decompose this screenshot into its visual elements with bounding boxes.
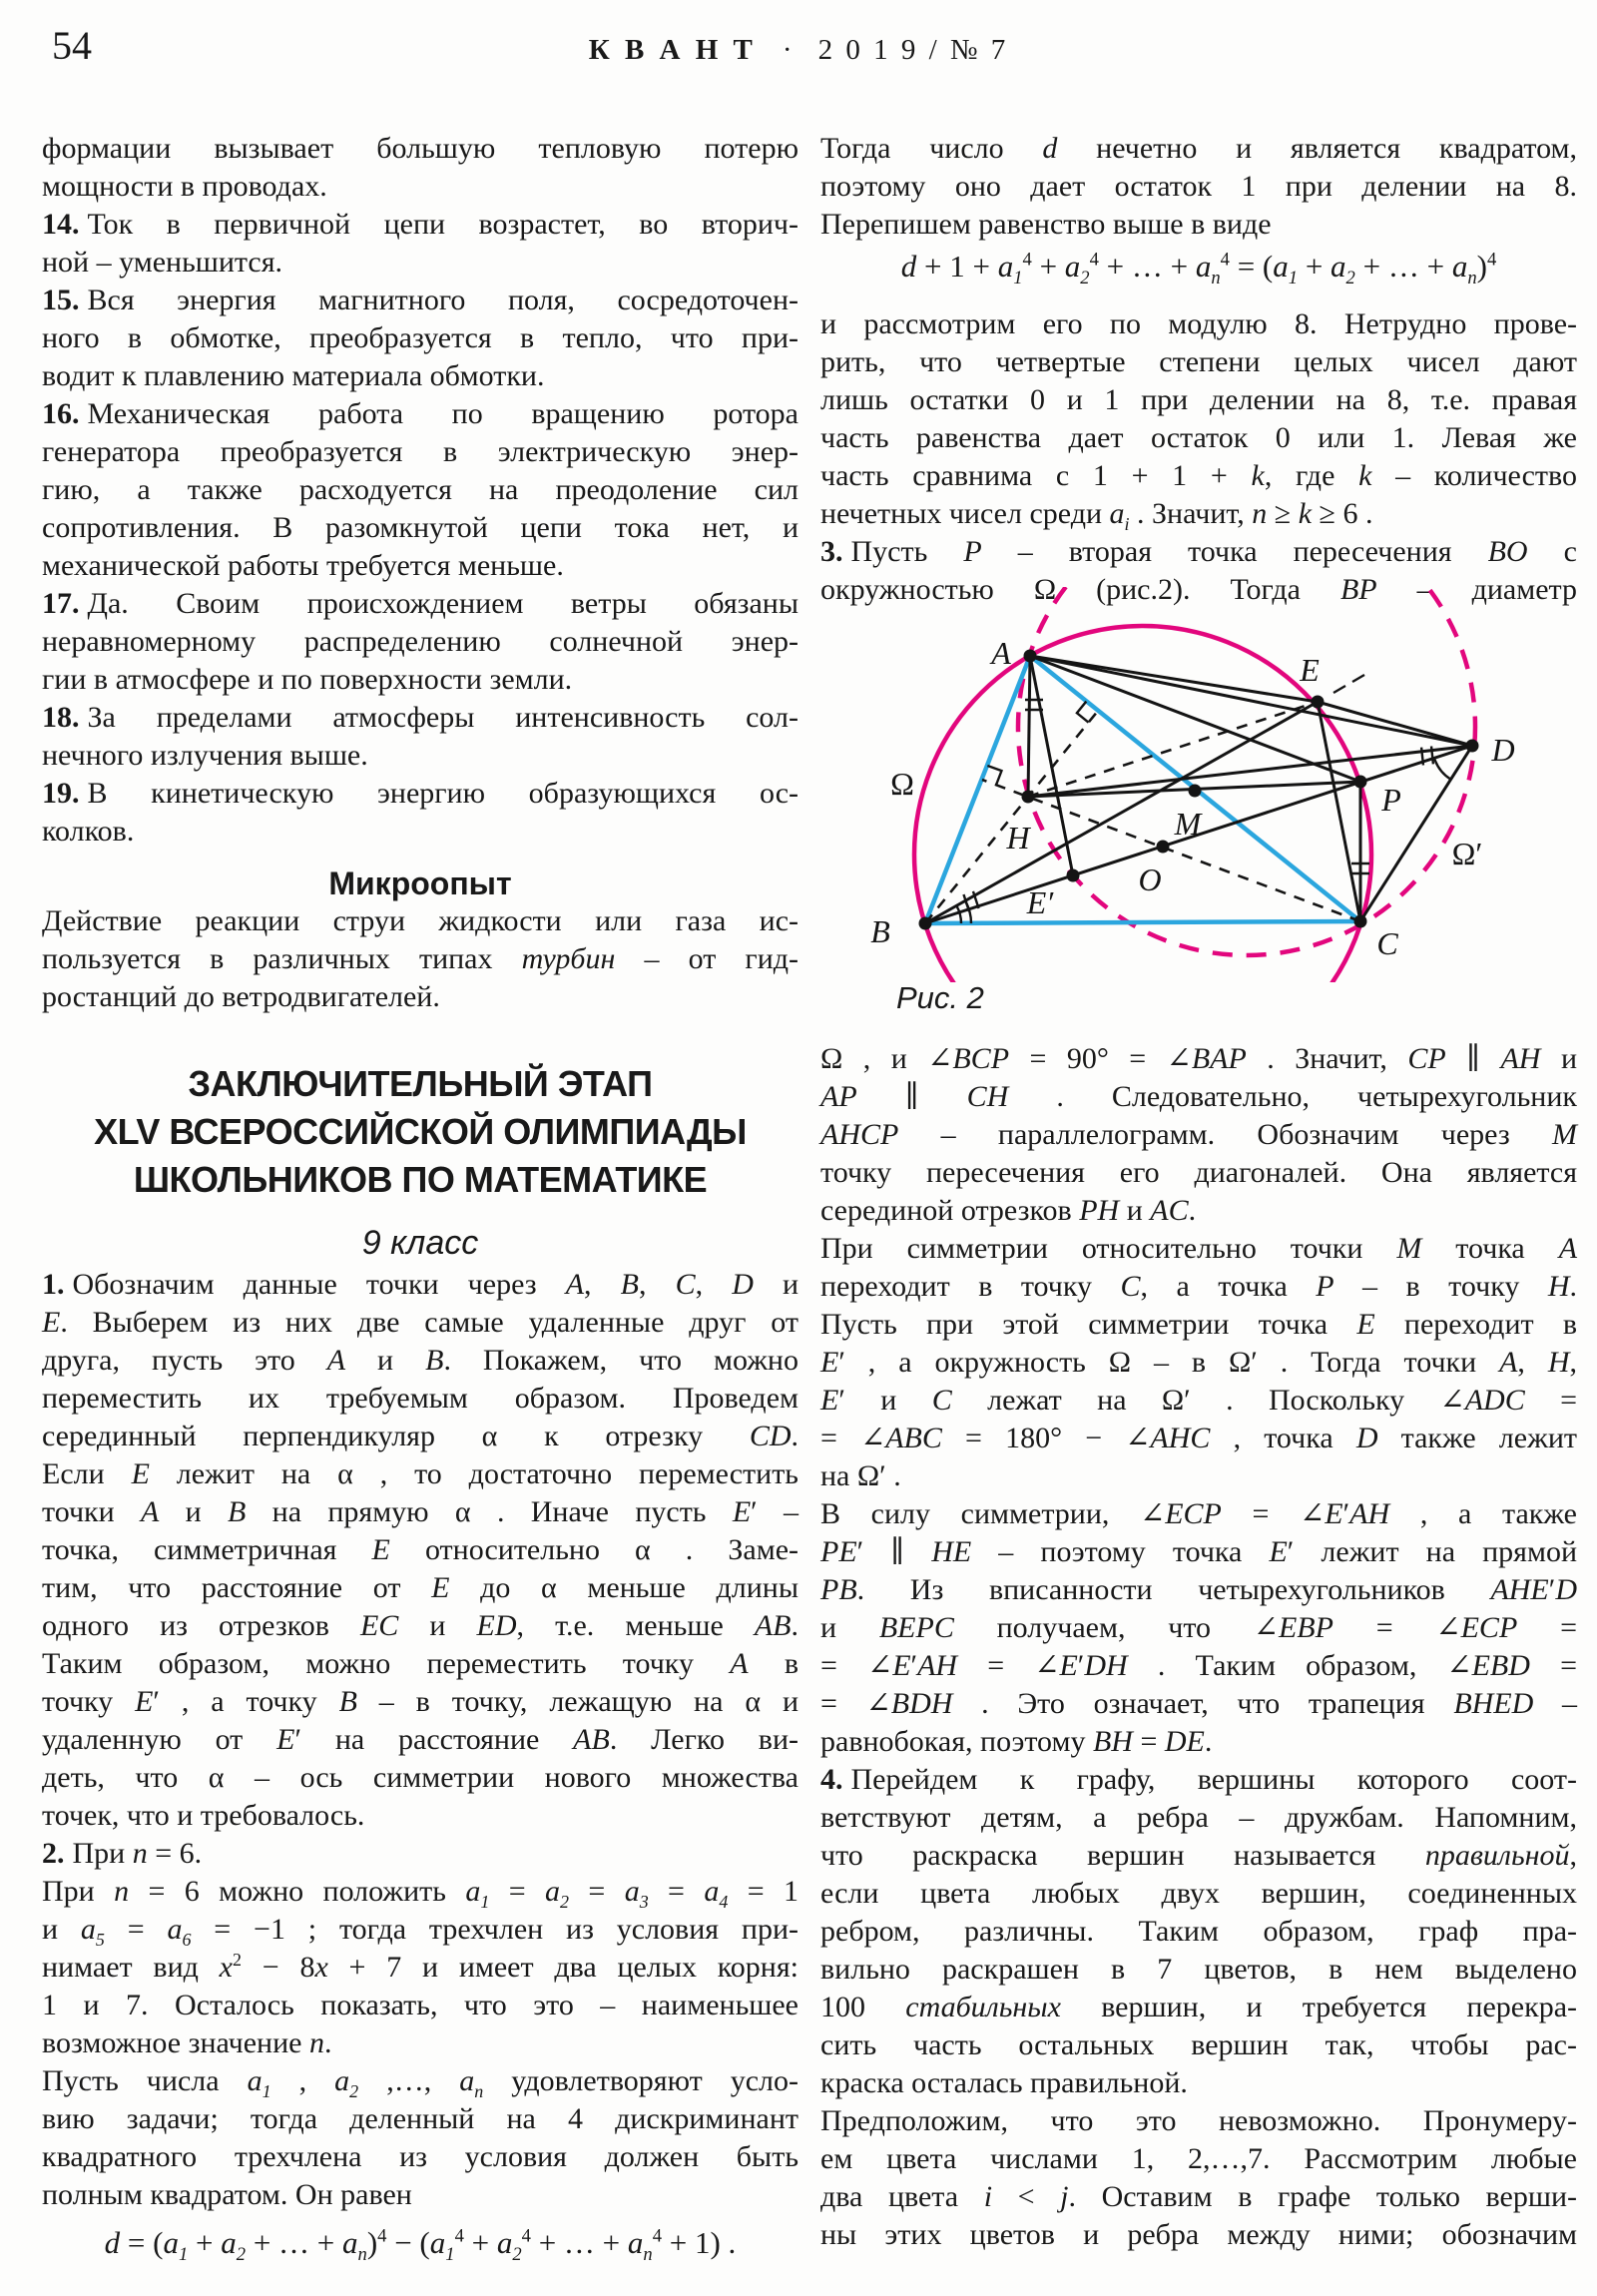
journal-issue: 2 0 1 9 / № 7 [817,34,1009,66]
text-line: AP ∥ CH . Следовательно, четырехугольник [820,1080,1577,1113]
text-line: PB. Из вписанности четырехугольников AHE′D [820,1573,1577,1606]
text-line: E′ , а окружность Ω – в Ω′ . Тогда точки A, H, [820,1346,1578,1379]
text-line: При симметрии относительно точки M точка A [820,1232,1578,1265]
text-line: точку пересечения его диагоналей. Она является [820,1156,1577,1189]
segment-AD [1030,656,1472,746]
text-line: 14. Ток в первичной цепи возрастет, во вторич- [42,208,798,241]
text-line: 2. При n = 6. [42,1837,203,1870]
text-line: сопротивления. В разомкнутой цепи тока нет, и [42,511,798,544]
text-line: точек, что и требовалось. [42,1799,365,1832]
point-A [1024,650,1037,663]
text-line: = ∠BDH . Это означает, что трапеция BHED – [820,1687,1578,1720]
point-label-P: P [1381,782,1401,818]
text-line: AHCP – параллелограмм. Обозначим через M [820,1118,1577,1151]
text-line: 1. Обозначим данные точки через A, B, C, D и [42,1268,799,1301]
left-column [42,130,798,2276]
text-line: ребром, различны. Таким образом, граф пра- [820,1915,1577,1948]
text-line: сить часть остальных вершин так, чтобы рас- [820,2028,1577,2061]
page-number: 54 [52,23,92,68]
text-line: краска осталась правильной. [820,2066,1188,2099]
text-line: 16. Механическая работа по вращению ротора [42,397,798,430]
point-M [1189,785,1202,798]
segment-AE [1030,656,1318,702]
text-line: Действие реакции струи жидкости или газа ис- [42,904,798,937]
point-label-E: E [1300,652,1320,688]
angle-arc [1434,758,1450,780]
text-line: что раскраска вершин называется правильной, [820,1839,1577,1872]
dash-mark [1333,686,1345,693]
text-line: нечного излучения выше. [42,739,368,772]
text-line: 1 и 7. Осталось показать, что это – наименьшее [42,1989,798,2021]
segment-HD [1028,746,1472,797]
right-text-block-3 [820,1040,1577,2254]
point-label-M: M [1174,806,1202,842]
dash-mark [1352,675,1364,682]
text-line: Предположим, что это невозможно. Пронумеру- [820,2104,1577,2137]
journal-header [0,34,1597,67]
text-line: мощности в проводах. [42,170,327,203]
right-angle-mark [1077,702,1089,723]
text-line: точку E′ , а точку B – в точку, лежащую на α и [42,1685,798,1718]
text-line: тим, что расстояние от E до α меньше длины [42,1571,798,1604]
text-line: часть равенства дает остаток 0 или 1. Левая же [820,421,1577,454]
text-line: ветствуют детям, а ребра – дружбам. Напомним, [820,1801,1577,1834]
text-line: ем цвета числами 1, 2,…,7. Рассмотрим любые [820,2142,1577,2175]
point-D [1466,740,1479,753]
right-text-block-1 [820,130,1577,244]
text-line: равнобокая, поэтому BH = DE. [820,1725,1213,1758]
text-line: В силу симметрии, ∠ECP = ∠E′AH , а также [820,1497,1577,1530]
point-H [1022,791,1035,804]
point-B [919,917,932,930]
text-line: возможное значение n. [42,2026,332,2059]
text-line: Пусть числа $a_1$ , $a_2$ ,…, $a_n$ удовлетворяют усло- [42,2064,799,2101]
right-angle-mark [987,766,1001,785]
text-line: 17. Да. Своим происхождением ветры обязаны [42,587,798,620]
point-C [1354,915,1367,928]
right-column-top [820,130,1577,609]
text-line: полным квадратом. Он равен [42,2178,412,2211]
text-line: колков. [42,815,135,848]
figure-ris2 [858,587,1573,982]
text-line: точки A и B на прямую α . Иначе пусть E′ – [42,1495,799,1528]
olympiad-heading-line: ЗАКЛЮЧИТЕЛЬНЫЙ ЭТАП [188,1063,653,1104]
text-line: переходит в точку C, а точка P – в точку H. [820,1270,1577,1303]
solutions-block [42,1266,798,2214]
text-line: генератора преобразуется в электрическую энер- [42,435,798,468]
text-line: 19. В кинетическую энергию образующихся ос- [42,777,798,810]
segment-AH [1028,656,1030,797]
text-line: E′ и C лежат на Ω′ . Поскольку ∠ADC = [820,1384,1577,1417]
right-text-block-2 [820,305,1577,609]
point-label-H: H [1006,820,1030,856]
point-label-Ω: Ω [890,766,914,802]
text-line: ной – уменьшится. [42,246,282,279]
text-line: водит к плавлению материала обмотки. [42,359,545,392]
text-line: гию, а также расходуется на преодоление сил [42,473,798,506]
dashed-segment-BF1 [925,711,1098,923]
point-label-O: O [1138,861,1162,897]
text-line: часть сравнима с 1 + 1 + k, где k – количество [820,459,1577,492]
point-E [1312,696,1325,709]
text-line: PE′ ∥ HE – поэтому точка E′ лежит на прямой [820,1535,1577,1568]
text-line: серединой отрезков PH и AC. [820,1194,1197,1227]
text-line: механической работы требуется меньше. [42,549,564,582]
grade-heading: 9 класс [361,1224,479,1262]
text-line: = ∠ABC = 180° − ∠AHC , точка D также лежит [820,1422,1577,1454]
text-line: 4. Перейдем к графу, вершины которого соот- [820,1763,1577,1796]
text-line: 15. Вся энергия магнитного поля, сосредоточен- [42,284,798,316]
text-line: лишь остатки 0 и 1 при делении на 8, т.е. правая [820,383,1577,416]
text-line: нимает вид $x^2 - 8x + 7$ и имеет два целых корня: [42,1950,799,1984]
point-label-C: C [1376,925,1398,961]
text-line: если цвета любых двух вершин, соединенных [820,1877,1577,1910]
text-line: два цвета i < j. Оставим в графе только верши- [820,2180,1577,2213]
journal-title: К В А Н Т [588,34,757,66]
text-line: = ∠E′AH = ∠E′DH . Таким образом, ∠EBD = [820,1649,1578,1682]
text-line: Тогда число d нечетно и является квадратом, [820,132,1577,165]
right-column-bottom [820,1040,1577,2254]
figure-caption: Рис. 2 [896,980,984,1015]
text-line: ного в обмотке, преобразуется в тепло, что при- [42,321,798,354]
text-line: одного из отрезков EC и ED, т.е. меньше AB. [42,1609,799,1642]
segment-CD [1360,746,1472,921]
text-line: 100 стабильных вершин, и требуется перекра- [820,1991,1577,2023]
text-line: 3. Пусть P – вторая точка пересечения BO с [820,535,1577,568]
text-line: При n = 6 можно положить $a_1 = a_2 = a_3 = a_4 = 1$ [42,1875,799,1912]
text-line: Если E лежит на α , то достаточно переместить [42,1457,798,1490]
text-line: нечетных чисел среди $a_i$ . Значит, n ≥ k ≥ 6 . [820,497,1373,534]
text-line: и рассмотрим его по модулю 8. Нетрудно прове- [820,307,1577,340]
text-line: вильно раскрашен в 7 цветов, в нем выделено [820,1953,1577,1986]
point-label-B: B [870,913,890,949]
text-line: Ω , и ∠BCP = 90° = ∠BAP . Значит, CP ∥ AH и [820,1042,1577,1075]
text-line: Пусть при этой симметрии точка E переходит в [820,1308,1577,1341]
text-line: удаленную от E′ на расстояние AB. Легко ви- [42,1723,798,1756]
point-label-Ω′: Ω′ [1451,836,1483,871]
text-line: ны этих цветов и ребра между ними; обозначим [820,2218,1577,2251]
text-line: квадратного трехчлена из условия должен быть [42,2140,798,2173]
text-line: пользуется в различных типах турбин – от гид- [42,942,799,975]
olympiad-heading-line: XLV ВСЕРОССИЙСКОЙ ОЛИМПИАДЫ [94,1111,747,1152]
text-line: рить, что четвертые степени целых чисел дают [820,345,1577,378]
text-line: Таким образом, можно переместить точку A в [42,1647,798,1680]
text-line: поэтому оно дает остаток 1 при делении на 8. [820,170,1577,203]
text-line: точка, симметричная E относительно α . Заме- [42,1533,799,1566]
triangle-side-BC [925,921,1360,923]
text-line: переместить их требуемым образом. Проведем [42,1382,798,1415]
point-label-E′: E′ [1026,884,1054,920]
answers-block [42,130,798,851]
text-line: и $a_5 = a_6 = -1$ ; тогда трехчлен из условия при- [42,1913,799,1950]
text-line: друга, пусть это A и B. Покажем, что можно [42,1344,798,1377]
text-line: деть, что α – ось симметрии нового множества [42,1761,798,1794]
point-label-D: D [1491,732,1515,768]
point-O [1157,841,1170,854]
text-line: 18. За пределами атмосферы интенсивность сол- [42,701,798,734]
text-line: вию задачи; тогда деленный на 4 дискриминант [42,2102,798,2135]
text-line: ростанций до ветродвигателей. [42,980,440,1013]
text-line: E. Выберем из них две самые удаленные друг от [42,1306,798,1339]
microexperiment-heading: Микроопыт [328,865,512,901]
text-line: окружностью Ω (рис.2). Тогда BP – диаметр [820,573,1577,606]
text-line: неравномерному распределению солнечной энер- [42,625,798,658]
text-line: и BEPC получаем, что ∠EBP = ∠ECP = [820,1611,1577,1644]
text-line: Перепишем равенство выше в виде [820,208,1272,241]
point-Ep [1067,869,1080,882]
text-line: гии в атмосфере и по поверхности земли. [42,663,573,696]
olympiad-heading [42,1060,798,1204]
text-line: формации вызывает большую тепловую потерю [42,132,798,165]
point-P [1354,776,1367,789]
angle-arc [956,906,961,923]
formula-discriminant: $d = (a_1 + a_2$ + … + $a_n)^4 - (a_1^4 + a_2^4$ + … + $a_n^4 + 1$) . [104,2225,737,2266]
header-separator: · [782,34,793,66]
microexperiment-text [42,902,798,1016]
olympiad-heading-line: ШКОЛЬНИКОВ ПО МАТЕМАТИКЕ [133,1159,708,1200]
text-line: серединный перпендикуляр α к отрезку CD. [42,1420,798,1452]
segment-BE [925,702,1318,923]
text-line: на Ω′ . [820,1459,901,1492]
point-label-A: A [991,635,1011,671]
formula-rewritten: $d + 1 + a_1^4 + a_2^4$ + … + $a_n^4 = (a_1 + a_2$ + … + $a_n)^4$ [900,249,1497,289]
